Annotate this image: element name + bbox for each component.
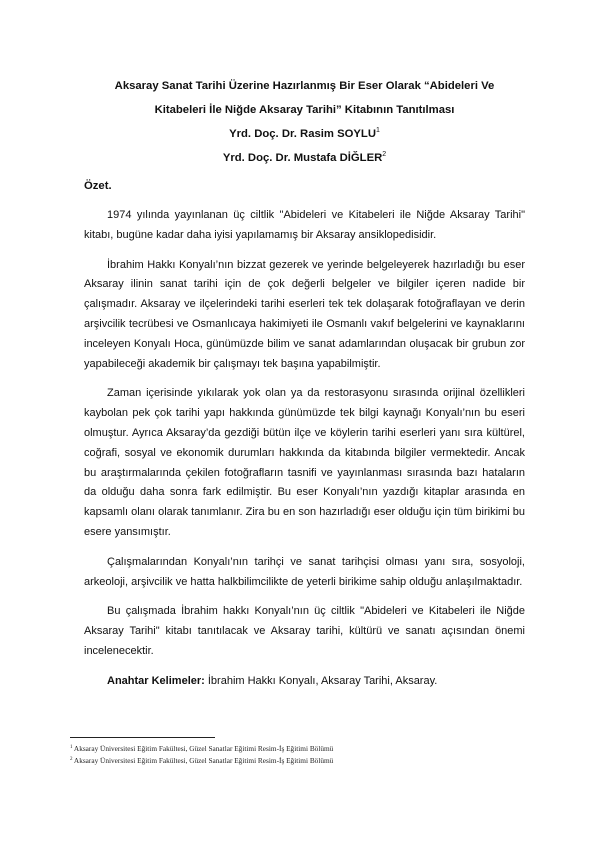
article-title-line-1: Aksaray Sanat Tarihi Üzerine Hazırlanmış Bir Eser Olarak “Abideleri Ve <box>114 80 495 92</box>
abstract-paragraph: Zaman içerisinde yıkılarak yok olan ya da restorasyonu sırasında orijinal özellikleri kaybolan pek çok tarihi yapı hakkında günümüzde tek bilgi kaynağı Konyalı’nın bu eseri olmuştur. Ayrıca Aksaray’da gezdiği bütün ilçe ve köylerin tarihi eserleri yanı sıra kültürel, coğrafi, sosyal ve ekonomik durumları hakkında da kitabında bilgiler vermektedir. Ancak bu araştırmalarında çekilen fotoğrafların tasnifi ve yayınlanması sırasında bazı hataların da olduğu daha sonra fark edilmiştir. Bu eser Konyalı’nın yazdığı kitaplar arasında en kapsamlı olanı olarak tanımlanır. Zira bu en son hazırladığı eser olduğu için tüm birikimi bu esere yansımıştır. <box>84 387 525 538</box>
keywords-text: İbrahim Hakkı Konyalı, Aksaray Tarihi, Aksaray. <box>204 674 438 687</box>
footnote-text: Aksaray Üniversitesi Eğitim Fakültesi, Güzel Sanatlar Eğitimi Resim-İş Eğitimi Bölümü <box>73 744 334 753</box>
author-line-1 <box>84 122 525 146</box>
footnote-mark: 2 <box>70 757 73 762</box>
footnote-marker: 2 <box>382 151 387 158</box>
abstract-paragraph: 1974 yılında yayınlanan üç ciltlik "Abideleri ve Kitabeleri ile Niğde Aksaray Tarihi" kitabı, bugüne kadar daha iyisi yapılamamış bir Aksaray ansiklopedisidir. <box>84 209 525 241</box>
footnote-2 <box>70 755 333 767</box>
keywords-label: Anahtar Kelimeler: <box>107 674 205 687</box>
abstract-paragraph: İbrahim Hakkı Konyalı’nın bizzat gezerek ve yerinde belgeleyerek hazırladığı bu eser Aksaray ilinin sanat tarihi için de çok değerli belgeler ve bilgiler içeren nadide bir çalışmadır. Aksaray ve ilçelerindeki tarihi eserleri tek tek dolaşarak fotoğraflayan ve derin arşivcilik tecrübesi ve Osmanlıcaya hakimiyeti ile Osmanlı vakıf belgelerini ve kaynaklarını inceleyen Konyalı Hoca, günümüzde bilim ve sanat adamlarından oluşacak bir grubun zor yapabileceği akademik bir çalışmayı tek başına yapabilmiştir. <box>84 258 525 370</box>
abstract-heading: Özet. <box>84 180 112 192</box>
footnote-1 <box>70 743 333 755</box>
keywords-line <box>84 672 525 692</box>
abstract-paragraph: Çalışmalarından Konyalı’nın tarihçi ve sanat tarihçisi olması yanı sıra, sosyoloji, arkeoloji, arşivcilik ve hatta halkbilimcilikte de yeterli birikime sahip olduğu anlaşılmaktadır. <box>84 555 525 588</box>
footnote-divider <box>70 737 215 738</box>
footnotes <box>70 743 333 767</box>
article-title <box>84 74 525 122</box>
author-name: Yrd. Doç. Dr. Rasim SOYLU <box>229 128 376 140</box>
author-name: Yrd. Doç. Dr. Mustafa DİĞLER <box>222 152 383 164</box>
article-title-line-2: Kitabeleri İle Niğde Aksaray Tarihi” Kitabının Tanıtılması <box>154 104 455 116</box>
author-line-2 <box>84 146 525 170</box>
footnote-marker: 1 <box>376 127 380 134</box>
footnote-text: Aksaray Üniversitesi Eğitim Fakültesi, Güzel Sanatlar Eğitimi Resim-İş Eğitimi Bölümü <box>73 756 334 765</box>
abstract-paragraph: Bu çalışmada İbrahim hakkı Konyalı’nın üç ciltlik "Abideleri ve Kitabeleri ile Niğde Aksaray Tarihi" kitabı tanıtılacak ve Aksaray tarihi, kültürü ve sanatı açısından önemi incelenecektir. <box>84 605 525 657</box>
footnote-mark: 1 <box>70 745 73 750</box>
